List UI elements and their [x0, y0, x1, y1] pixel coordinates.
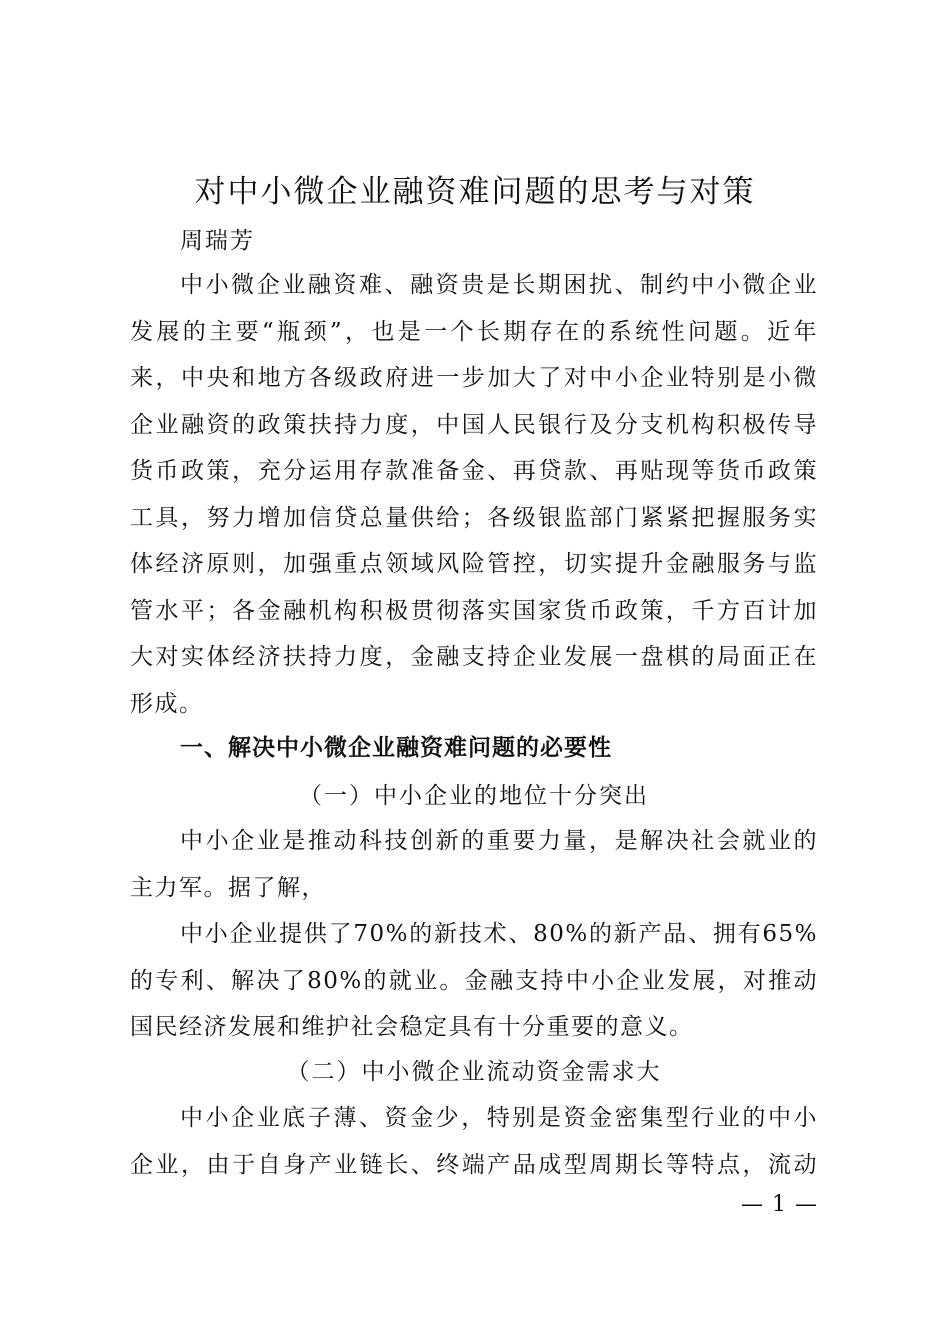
author-name: 周瑞芳: [180, 228, 255, 254]
paragraph-line: 体经济原则，加强重点领域风险管控，切实提升金融服务与监: [130, 551, 818, 577]
subsection-heading-1: （一）中小企业的地位十分突出: [299, 783, 649, 809]
paragraph-line: 企业，由于自身产业链长、终端产品成型周期长等特点，流动: [130, 1151, 818, 1178]
paragraph-line: 企业融资的政策扶持力度，中国人民银行及分支机构积极传导: [130, 411, 818, 438]
paragraph-line: 中小企业提供了70%的新技术、80%的新产品、拥有65%: [180, 921, 818, 947]
paragraph-line: 中小微企业融资难、融资贵是长期困扰、制约中小微企业: [180, 272, 818, 298]
paragraph-line: 中小企业底子薄、资金少，特别是资金密集型行业的中小: [180, 1105, 818, 1131]
paragraph-line: 大对实体经济扶持力度，金融支持企业发展一盘棋的局面正在: [130, 644, 818, 670]
paragraph-line: 发展的主要“瓶颈”，也是一个长期存在的系统性问题。近年: [130, 318, 818, 345]
paragraph-line: 管水平；各金融机构积极贯彻落实国家货币政策，千方百计加: [130, 597, 818, 624]
paragraph-line: 国民经济发展和维护社会稳定具有十分重要的意义。: [130, 1014, 694, 1040]
sub1-paragraph-1: [130, 818, 818, 911]
paragraph-line: 的专利、解决了80%的就业。金融支持中小企业发展，对推动: [130, 967, 818, 994]
paragraph-line: 形成。: [130, 690, 204, 717]
paragraph-line: 主力军。据了解，: [130, 874, 326, 901]
sub2-paragraph-1: [130, 1095, 818, 1188]
subsection-heading-2: （二）中小微企业流动资金需求大: [286, 1059, 662, 1085]
paragraph-line: 来，中央和地方各级政府进一步加大了对中小企业特别是小微: [130, 365, 818, 391]
intro-paragraph: [130, 262, 818, 727]
paragraph-line: 工具，努力增加信贷总量供给；各级银监部门紧紧把握服务实: [130, 504, 818, 531]
document-title: 对中小微企业融资难问题的思考与对策: [194, 174, 756, 210]
paragraph-line: 中小企业是推动科技创新的重要力量，是解决社会就业的: [180, 828, 818, 854]
paragraph-line: 货币政策，充分运用存款准备金、再贷款、再贴现等货币政策: [130, 458, 818, 484]
page-number: — 1 —: [741, 1192, 818, 1217]
sub1-paragraph-2: [130, 911, 818, 1051]
section-heading-1: 一、解决中小微企业融资难问题的必要性: [180, 735, 612, 761]
